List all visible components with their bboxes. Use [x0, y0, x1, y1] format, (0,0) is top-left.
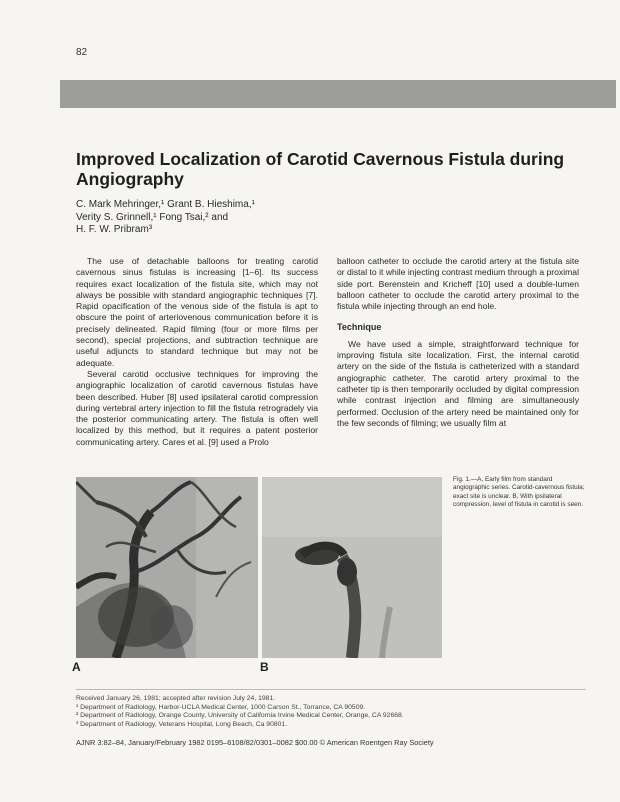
figure-b-angiogram [262, 477, 442, 658]
author-line: H. F. W. Pribram³ [76, 224, 153, 235]
article-title: Improved Localization of Carotid Cavernous Fistula during Angiography [76, 149, 565, 189]
section-heading: Technique [337, 322, 382, 333]
paragraph: Several carotid occlusive techniques for improving the angiographic localization of carotid cavernous fistulas have been described. Huber [8] used ipsilateral carotid compression during vertebral artery injection to fill the fistula retrogradely via the posterior communicating artery. The fistula is often well localized by this method, but it requires a patent posterior communicating artery. Cares et al. [9] used a Prolo [76, 368, 318, 447]
footnote: ² Department of Radiology, Orange County, University of California Irvine Medical Center, Orange, CA 92668. [76, 712, 404, 720]
author-line: C. Mark Mehringer,¹ Grant B. Hieshima,¹ [76, 199, 255, 210]
footnote: Received January 26, 1981; accepted after revision July 24, 1981. [76, 695, 276, 702]
left-column [76, 256, 318, 448]
figure-b-label: B [260, 660, 269, 674]
journal-citation: AJNR 3:82–84, January/February 1982 0195–6108/82/0301–0082 $00.00 © American Roentgen Ray Society [76, 738, 434, 747]
paragraph: balloon catheter to occlude the carotid artery at the fistula site or distal to it while injecting contrast medium through a proximal side port. Berenstein and Kricheff [10] used a double-lumen balloon catheter to occlude the carotid artery proximal to the fistula while injecting through an end hole. [337, 256, 579, 312]
figure-a-angiogram [76, 477, 258, 658]
header-band [60, 80, 616, 108]
footnote-divider [76, 689, 586, 690]
page-number: 82 [76, 47, 88, 58]
footnote: ³ Department of Radiology, Veterans Hospital, Long Beach, Ca 90801. [76, 720, 288, 728]
paragraph: We have used a simple, straightforward technique for improving fistula site localization. First, the internal carotid artery on the side of the fistula is catheterized with a standard angiographic catheter. The carotid artery proximal to the catheter tip is then temporarily occluded by digital compression while contrast injection and filming are simultaneously performed. Occlusion of the artery need be maintained only for the few seconds of filming; we usually film at [337, 338, 579, 428]
paragraph: The use of detachable balloons for treating carotid cavernous sinus fistulas is increasing [1–6]. Its success requires exact localization of the fistula site, which may not always be possible with standard angiographic techniques [7]. Rapid opacification of the venous side of the fistula is apt to obscure the point of arteriovenous communication before it is precisely delineated. Rapid filming (four or more films per second), special projections, and subtraction technique are useful adjuncts to standard technique but may not be adequate. [76, 256, 318, 368]
author-line: Verity S. Grinnell,¹ Fong Tsai,² and [76, 211, 229, 223]
figure-a-label: A [72, 660, 81, 674]
figure-caption: Fig. 1.—A, Early film from standard angiographic series. Carotid-cavernous fistula; exact site is unclear. B, With ipsilateral compression, level of fistula in carotid is seen. [453, 476, 585, 509]
right-column [337, 256, 579, 429]
author-list [76, 199, 255, 237]
footnotes [76, 695, 404, 729]
footnote: ¹ Department of Radiology, Harbor-UCLA Medical Center, 1000 Carson St., Torrance, CA 90509. [76, 703, 366, 711]
